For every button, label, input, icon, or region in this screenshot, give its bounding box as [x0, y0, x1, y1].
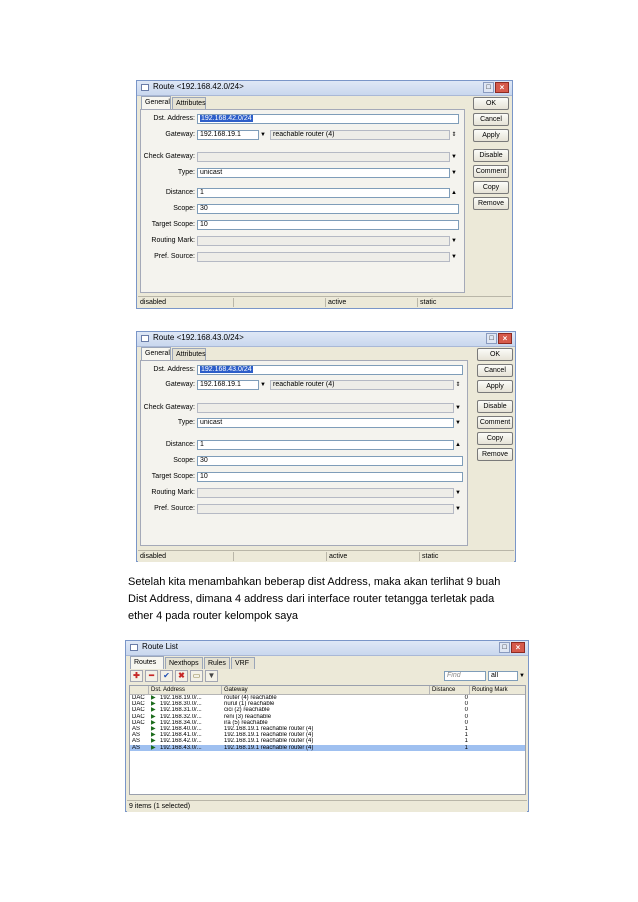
window-title: Route List	[142, 642, 179, 651]
route-flags: DAC	[132, 707, 145, 714]
close-icon[interactable]: ×	[495, 82, 509, 93]
route-dst-address: 192.168.19.0/...	[160, 695, 202, 701]
gateway-input[interactable]: 192.168.19.1	[197, 130, 259, 140]
remove-icon[interactable]: ━	[145, 670, 158, 682]
route-dst-address: 192.168.41.0/...	[160, 732, 202, 739]
add-icon[interactable]: ✚	[130, 670, 143, 682]
tab-nexthops[interactable]: Nexthops	[165, 657, 203, 669]
route-list-window	[125, 640, 529, 812]
copy-button[interactable]: Copy	[477, 432, 513, 445]
table-row[interactable]	[130, 732, 526, 738]
gateway-status: reachable router (4)	[270, 380, 454, 390]
route-distance: 1	[464, 726, 468, 732]
window-titlebar[interactable]	[137, 332, 515, 347]
maximize-icon[interactable]: □	[499, 642, 510, 653]
check-gateway-label: Check Gateway:	[143, 153, 195, 160]
status-active: active	[326, 552, 419, 561]
filter-select[interactable]: all	[488, 671, 518, 681]
scope-input[interactable]: 30	[197, 204, 459, 214]
check-gateway-dropdown-icon[interactable]: ▼	[455, 405, 461, 411]
route-dst-address: 192.168.40.0/...	[160, 726, 202, 732]
table-row[interactable]	[130, 714, 526, 720]
pref-source-label: Pref. Source:	[154, 253, 195, 260]
distance-label: Distance:	[165, 189, 195, 196]
table-body	[130, 695, 526, 795]
col-distance[interactable]: Distance	[430, 686, 470, 694]
route-distance: 0	[464, 707, 468, 714]
route-gateway: 192.168.19.1 reachable router (4)	[224, 744, 314, 751]
status-bar	[138, 550, 514, 562]
status-bar	[127, 800, 527, 812]
route-table	[129, 685, 526, 795]
distance-label: Distance:	[165, 441, 195, 448]
dst-address-input[interactable]: 192.168.42.0/24	[197, 114, 459, 124]
window-icon	[141, 84, 149, 91]
type-dropdown-icon[interactable]: ▼	[455, 420, 461, 426]
col-dst-address[interactable]: Dst. Address	[149, 686, 222, 694]
route-distance: 1	[464, 732, 468, 739]
filter-dropdown-icon[interactable]: ▼	[519, 673, 525, 679]
route-arrow-icon: ▶	[151, 719, 156, 726]
type-label: Type:	[177, 419, 195, 426]
gateway-updown-icon[interactable]: ⇕	[451, 132, 457, 138]
comment-icon[interactable]: ▭	[190, 670, 203, 682]
route-distance: 0	[464, 701, 468, 708]
routing-mark-dropdown-icon[interactable]: ▼	[451, 238, 457, 244]
comment-button[interactable]: Comment	[477, 416, 513, 429]
pref-source-dropdown-icon[interactable]: ▼	[455, 506, 461, 512]
status-active: active	[325, 298, 417, 307]
maximize-icon[interactable]: □	[486, 333, 497, 344]
target-scope-label: Target Scope:	[151, 473, 195, 480]
check-gateway-input[interactable]	[197, 403, 454, 413]
gateway-updown-icon[interactable]: ⇕	[455, 382, 461, 388]
ok-button[interactable]: OK	[473, 97, 509, 110]
status-static: static	[417, 298, 512, 307]
gateway-status: reachable router (4)	[270, 130, 450, 140]
dst-address-label: Dst. Address:	[153, 366, 195, 373]
tab-rules[interactable]: Rules	[204, 657, 230, 669]
comment-button[interactable]: Comment	[473, 165, 509, 178]
gateway-label: Gateway:	[165, 381, 195, 388]
routing-mark-label: Routing Mark:	[151, 237, 195, 244]
filter-icon[interactable]: ▼	[205, 670, 218, 682]
distance-up-icon[interactable]: ▲	[451, 190, 457, 196]
route-flags: DAC	[132, 695, 145, 701]
cancel-button[interactable]: Cancel	[473, 113, 509, 126]
route-gateway: reni (3) reachable	[224, 713, 272, 720]
pref-source-label: Pref. Source:	[154, 505, 195, 512]
table-row[interactable]	[130, 701, 526, 707]
route-arrow-icon: ▶	[151, 701, 156, 708]
window-titlebar[interactable]	[126, 641, 528, 656]
tab-attributes[interactable]: Attributes	[172, 97, 206, 109]
distance-up-icon[interactable]: ▲	[455, 442, 461, 448]
table-row[interactable]	[130, 707, 526, 713]
window-titlebar[interactable]	[137, 81, 512, 96]
gateway-input[interactable]: 192.168.19.1	[197, 380, 259, 390]
routing-mark-dropdown-icon[interactable]: ▼	[455, 490, 461, 496]
route-dst-address: 192.168.34.0/...	[160, 719, 202, 726]
table-row[interactable]	[130, 695, 526, 701]
dst-address-label: Dst. Address:	[153, 115, 195, 122]
route-window-1	[136, 80, 513, 309]
remove-button[interactable]: Remove	[473, 197, 509, 210]
route-arrow-icon: ▶	[151, 744, 156, 751]
status-empty	[233, 298, 325, 307]
tab-general[interactable]: General	[141, 347, 171, 360]
route-distance: 0	[464, 695, 468, 701]
col-routing-mark[interactable]: Routing Mark	[470, 686, 526, 694]
remove-button[interactable]: Remove	[477, 448, 513, 461]
status-static: static	[419, 552, 515, 561]
tab-routes[interactable]: Routes	[130, 656, 164, 669]
table-header	[130, 686, 526, 695]
check-gateway-label: Check Gateway:	[143, 404, 195, 411]
tab-vrf[interactable]: VRF	[231, 657, 255, 669]
col-flags[interactable]	[130, 686, 149, 694]
route-flags: DAC	[132, 713, 145, 720]
enable-check-icon[interactable]: ✔	[160, 670, 173, 682]
route-dst-address: 192.168.31.0/...	[160, 707, 202, 714]
route-distance: 1	[464, 744, 468, 751]
tab-attributes[interactable]: Attributes	[172, 348, 206, 360]
route-window-2	[136, 331, 516, 562]
pref-source-input[interactable]	[197, 252, 450, 262]
scope-input[interactable]: 30	[197, 456, 463, 466]
gateway-dropdown-icon[interactable]: ▼	[260, 382, 266, 388]
cancel-button[interactable]: Cancel	[477, 364, 513, 377]
disable-button[interactable]: Disable	[477, 400, 513, 413]
table-row[interactable]	[130, 720, 526, 726]
type-dropdown-icon[interactable]: ▼	[451, 170, 457, 176]
gateway-dropdown-icon[interactable]: ▼	[260, 132, 266, 138]
window-title: Route <192.168.42.0/24>	[153, 82, 244, 91]
apply-button[interactable]: Apply	[473, 129, 509, 142]
scope-label: Scope:	[173, 457, 195, 464]
type-label: Type:	[177, 169, 195, 176]
route-flags: DAC	[132, 719, 145, 726]
copy-button[interactable]: Copy	[473, 181, 509, 194]
type-input[interactable]: unicast	[197, 418, 454, 428]
window-icon	[141, 335, 149, 342]
close-icon[interactable]: ×	[498, 333, 512, 344]
ok-button[interactable]: OK	[477, 348, 513, 361]
pref-source-dropdown-icon[interactable]: ▼	[451, 254, 457, 260]
type-input[interactable]: unicast	[197, 168, 450, 178]
route-dst-address: 192.168.42.0/...	[160, 738, 202, 745]
route-dst-address: 192.168.43.0/...	[160, 744, 202, 751]
route-distance: 0	[464, 713, 468, 720]
route-gateway: router (4) reachable	[224, 695, 277, 701]
col-gateway[interactable]: Gateway	[222, 686, 430, 694]
target-scope-input[interactable]: 10	[197, 220, 459, 230]
table-row[interactable]	[130, 726, 526, 732]
target-scope-input[interactable]: 10	[197, 472, 463, 482]
check-gateway-input[interactable]	[197, 152, 450, 162]
routing-mark-label: Routing Mark:	[151, 489, 195, 496]
route-flags: DAC	[132, 701, 145, 708]
route-dst-address: 192.168.32.0/...	[160, 713, 202, 720]
disable-x-icon[interactable]: ✖	[175, 670, 188, 682]
apply-button[interactable]: Apply	[477, 380, 513, 393]
distance-input[interactable]: 1	[197, 188, 450, 198]
status-empty	[233, 552, 326, 561]
close-icon[interactable]: ×	[511, 642, 525, 653]
routing-mark-input[interactable]	[197, 236, 450, 246]
status-disabled: disabled	[140, 553, 167, 560]
window-icon	[130, 644, 138, 651]
route-gateway: ira (5) reachable	[224, 719, 268, 726]
items-count: 9 items (1 selected)	[129, 803, 191, 810]
maximize-icon[interactable]: □	[483, 82, 494, 93]
route-gateway: nurul (1) reachable	[224, 701, 275, 708]
route-flags: AS	[132, 732, 141, 739]
route-flags: AS	[132, 726, 141, 732]
route-flags: AS	[132, 738, 141, 745]
tab-general[interactable]: General	[141, 96, 171, 109]
scope-label: Scope:	[173, 205, 195, 212]
window-title: Route <192.168.43.0/24>	[153, 333, 244, 342]
route-arrow-icon: ▶	[151, 707, 156, 714]
status-bar	[138, 296, 511, 308]
check-gateway-dropdown-icon[interactable]: ▼	[451, 154, 457, 160]
find-input[interactable]: Find	[444, 671, 486, 681]
table-row[interactable]	[130, 738, 526, 744]
route-arrow-icon: ▶	[151, 695, 156, 701]
route-arrow-icon: ▶	[151, 713, 156, 720]
route-flags: AS	[132, 744, 141, 751]
target-scope-label: Target Scope:	[151, 221, 195, 228]
disable-button[interactable]: Disable	[473, 149, 509, 162]
route-gateway: 192.168.19.1 reachable router (4)	[224, 738, 314, 745]
gateway-label: Gateway:	[165, 131, 195, 138]
pref-source-input[interactable]	[197, 504, 454, 514]
status-disabled: disabled	[140, 299, 167, 306]
route-arrow-icon: ▶	[151, 726, 156, 732]
route-gateway: cici (2) reachable	[224, 707, 270, 714]
route-distance: 1	[464, 738, 468, 745]
route-gateway: 192.168.19.1 reachable router (4)	[224, 732, 314, 739]
route-arrow-icon: ▶	[151, 732, 156, 739]
description-paragraph: Setelah kita menambahkan beberap dist Address, maka akan terlihat 9 buah Dist Address, dimana 4 address dari interface router tetangga terletak pada ether 4 pada router kelompok saya	[128, 576, 501, 622]
routing-mark-input[interactable]	[197, 488, 454, 498]
route-dst-address: 192.168.30.0/...	[160, 701, 202, 708]
distance-input[interactable]: 1	[197, 440, 454, 450]
route-gateway: 192.168.19.1 reachable router (4)	[224, 726, 314, 732]
dst-address-input[interactable]: 192.168.43.0/24	[197, 365, 463, 375]
route-distance: 0	[464, 719, 468, 726]
table-row[interactable]	[130, 745, 526, 751]
route-arrow-icon: ▶	[151, 738, 156, 745]
